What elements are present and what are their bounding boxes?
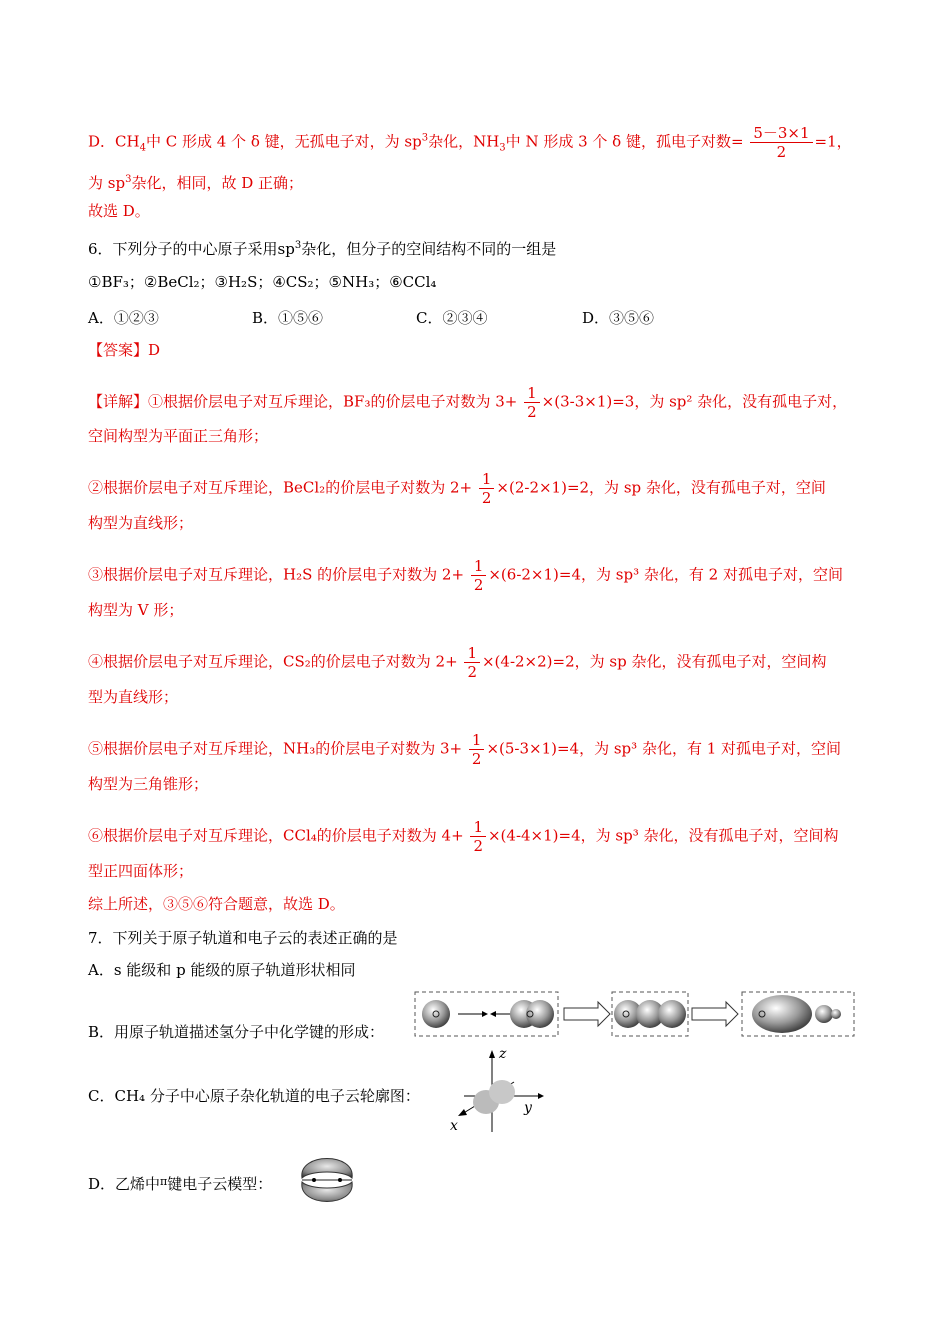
q6-explanation-4: ④根据价层电子对互斥理论，CS₂的价层电子对数为 2+ $\frac{1}{2}$ ×(4-2×2)=2，为 sp 杂化，没有孤电子对，空间构 xyxy=(88,644,827,681)
q7-option-a: A．s 能级和 p 能级的原子轨道形状相同 xyxy=(88,961,356,979)
h2-orbital-overlap-figure xyxy=(412,990,857,1040)
q6-explanation-1-cont: 空间构型为平面正三角形； xyxy=(88,427,269,445)
q6-explanation-1: 【详解】①根据价层电子对互斥理论，BF₃的价层电子对数为 3+ $\frac{1}{2}$ ×(3-3×1)=3，为 sp² 杂化，没有孤电子对， xyxy=(88,384,848,421)
q6-explanation-3-cont: 构型为 V 形； xyxy=(88,601,184,619)
q5-conclusion: 故选 D。 xyxy=(88,202,150,220)
q6-molecules: ①BF₃；②BeCl₂；③H₂S；④CS₂；⑤NH₃；⑥CCl₄ xyxy=(88,273,437,291)
text: =1， xyxy=(814,132,852,151)
q5-option-d-line1: D．$CH_4$中 C 形成 4 个 δ 键，无孤电子对，为 $sp^3$杂化，$NH_3$中 N 形成 3 个 δ 键，孤电子对数= $\frac{5-3\times 1}{2}$ =1， xyxy=(88,124,852,161)
q6-explanation-6-cont: 型正四面体形； xyxy=(88,862,194,880)
text: D．CH xyxy=(88,132,140,151)
q6-explanation-2-cont: 构型为直线形； xyxy=(88,514,194,532)
q6-explanation-3: ③根据价层电子对互斥理论，H₂S 的价层电子对数为 2+ $\frac{1}{2}$ ×(6-2×1)=4，为 sp³ 杂化，有 2 对孤电子对，空间 xyxy=(88,557,843,594)
q6-answer: 【答案】D xyxy=(88,341,161,359)
text: 中 N 形成 3 个 δ 键，孤电子对数= xyxy=(505,132,744,151)
q6-summary: 综上所述，③⑤⑥符合题意，故选 D。 xyxy=(88,895,345,913)
q7-option-d: D．乙烯中$^\pi$键电子云模型： xyxy=(88,1175,273,1193)
q5-option-d-line2: 为 $sp^3$杂化，相同，故 D 正确； xyxy=(88,174,304,192)
q6-option-c: C．②③④ xyxy=(416,309,488,327)
pi-bond-cloud-figure xyxy=(294,1148,362,1214)
q6-explanation-2: ②根据价层电子对互斥理论，BeCl₂的价层电子对数为 2+ $\frac{1}{2}$ ×(2-2×1)=2，为 sp 杂化，没有孤电子对，空间 xyxy=(88,470,826,507)
q7-option-c: C．CH₄ 分子中心原子杂化轨道的电子云轮廓图： xyxy=(88,1087,420,1105)
axis-z-label: z xyxy=(499,1046,507,1062)
q6-explanation-5-cont: 构型为三角锥形； xyxy=(88,775,209,793)
q6-option-a: A．①②③ xyxy=(88,309,159,327)
ch4-axes-figure xyxy=(444,1046,554,1136)
q6-option-b: B．①⑤⑥ xyxy=(252,309,324,327)
q6-stem: 6．下列分子的中心原子采用$sp^3$杂化，但分子的空间结构不同的一组是 xyxy=(88,240,557,258)
text: 中 C 形成 4 个 δ 键，无孤电子对，为 sp xyxy=(145,132,422,151)
q7-stem: 7．下列关于原子轨道和电子云的表述正确的是 xyxy=(88,929,398,947)
fraction: $\frac{5-3\times 1}{2}$ xyxy=(750,124,812,161)
q6-explanation-4-cont: 型为直线形； xyxy=(88,688,179,706)
axis-x-label: x xyxy=(450,1118,458,1134)
q6-option-d: D．③⑤⑥ xyxy=(582,309,655,327)
q6-explanation-5: ⑤根据价层电子对互斥理论，NH₃的价层电子对数为 3+ $\frac{1}{2}$ ×(5-3×1)=4，为 sp³ 杂化，有 1 对孤电子对，空间 xyxy=(88,731,842,768)
text: 杂化，NH xyxy=(428,132,500,151)
q7-option-b: B．用原子轨道描述氢分子中化学键的形成： xyxy=(88,1023,385,1041)
q6-explanation-6: ⑥根据价层电子对互斥理论，CCl₄的价层电子对数为 4+ $\frac{1}{2}$ ×(4-4×1)=4，为 sp³ 杂化，没有孤电子对，空间构 xyxy=(88,818,839,855)
axis-y-label: y xyxy=(524,1100,532,1116)
